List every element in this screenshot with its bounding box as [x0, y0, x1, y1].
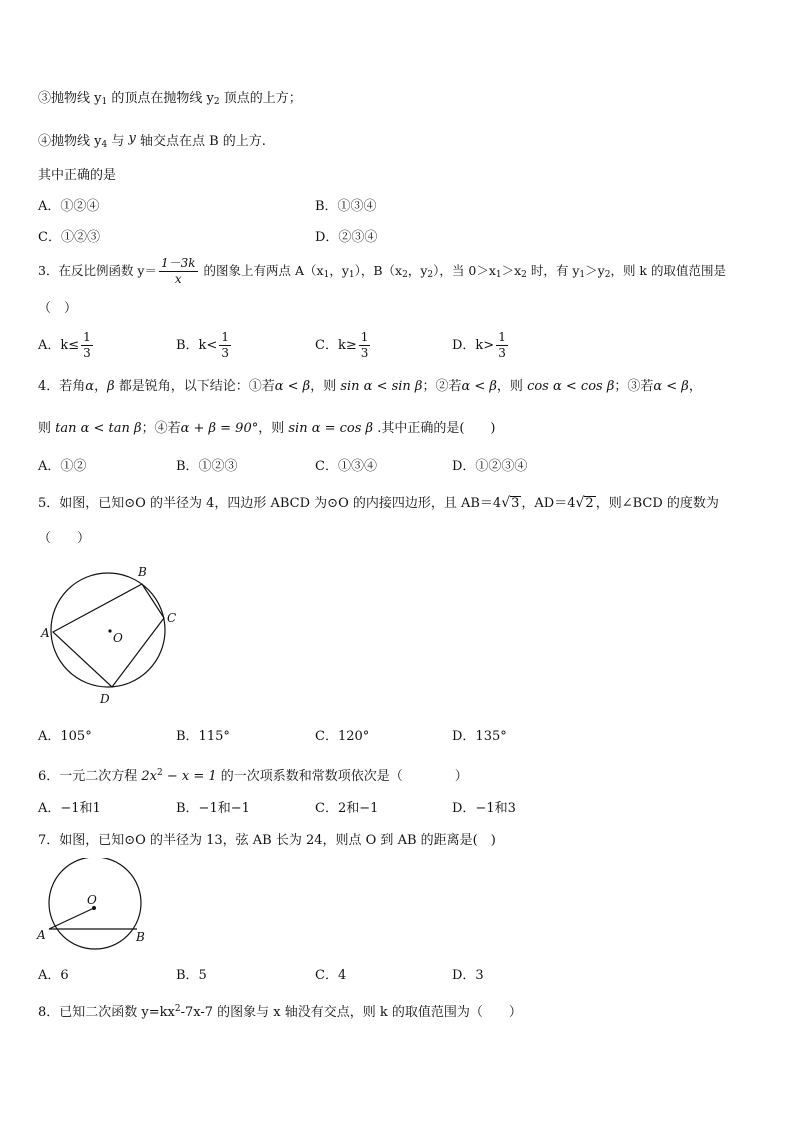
- point-label-b: B: [136, 930, 145, 944]
- q3-option-a[interactable]: A．k≤ $\frac{1}{3}$: [38, 330, 91, 360]
- point-label-b: B: [138, 565, 147, 579]
- statement-4: ④抛物线 $y_4$ 与 y 轴交点在点 B 的上方.: [38, 131, 266, 150]
- question-8: 8．已知二次函数 $y=kx^2-7x-7$ 的图象与 x 轴没有交点，则 k 的取值范围为（ ）: [38, 1004, 522, 1020]
- q4-option-c[interactable]: C．①③④: [315, 459, 377, 474]
- q5-option-d[interactable]: D．135°: [452, 729, 507, 744]
- q5-option-c[interactable]: C．120°: [315, 729, 370, 744]
- center-label-o: O: [87, 893, 97, 907]
- q6-option-d[interactable]: D．−1和3: [452, 801, 516, 816]
- q7-option-c[interactable]: C．4: [315, 968, 347, 983]
- q4-option-a[interactable]: A．①②: [38, 459, 87, 474]
- q6-option-c[interactable]: C．2和−1: [315, 801, 379, 816]
- point-label-d: D: [100, 692, 110, 706]
- point-label-c: C: [167, 611, 177, 625]
- q4-option-b[interactable]: B．①②③: [176, 459, 238, 474]
- circle-chord-figure: [34, 858, 164, 950]
- q6-option-b[interactable]: B．−1和−1: [176, 801, 250, 816]
- q3-option-c[interactable]: C．k≥ $\frac{1}{3}$: [315, 330, 369, 360]
- question-4: 4．若角α，β 都是锐角，以下结论：①若α < β，则 sin α < sin β；②若α < β，则 cos α < cos β；③若α < β，: [38, 379, 702, 394]
- point-label-a: A: [37, 928, 46, 942]
- question-6: 6．一元二次方程 $2x^2 - x = 1$ 的一次项系数和常数项依次是（ ）: [38, 768, 468, 784]
- question-3-paren: （ ）: [38, 301, 78, 316]
- q5-option-a[interactable]: A．105°: [38, 729, 92, 744]
- q2-option-d[interactable]: D．②③④: [315, 230, 378, 245]
- q3-option-d[interactable]: D．k> $\frac{1}{3}$: [452, 330, 506, 360]
- question-5: 5．如图，已知⊙O 的半径为 4，四边形 ABCD 为⊙O 的内接四边形，且 AB＝4√3 ，AD＝4√2 ，则∠BCD 的度数为: [38, 495, 719, 511]
- q7-option-b[interactable]: B．5: [176, 968, 207, 983]
- correct-prompt: 其中正确的是: [38, 168, 117, 183]
- question-7: 7．如图，已知⊙O 的半径为 13，弦 AB 长为 24，则点 O 到 AB 的距离是( ): [38, 833, 496, 848]
- statement-3: ③抛物线 $y_1$ 的顶点在抛物线 $y_2$ 顶点的上方；: [38, 91, 302, 107]
- q3-option-b[interactable]: B．k< $\frac{1}{3}$: [176, 330, 229, 360]
- fraction: $\frac{1-3k}{x}$: [161, 256, 196, 286]
- q2-option-c[interactable]: C．①②③: [38, 230, 100, 245]
- center-label-o: O: [113, 631, 123, 645]
- q2-option-b[interactable]: B．①③④: [315, 199, 377, 214]
- point-label-a: A: [41, 626, 50, 640]
- circle-quadrilateral-figure: [38, 560, 188, 710]
- q5-option-b[interactable]: B．115°: [176, 729, 230, 744]
- question-5-paren: （ ）: [38, 531, 91, 546]
- q4-option-d[interactable]: D．①②③④: [452, 459, 528, 474]
- question-4-cont: 则 tan α < tan β；④若α + β = 90°，则 sin α = cos β .其中正确的是( ): [38, 421, 496, 436]
- q6-option-a[interactable]: A．−1和1: [38, 801, 101, 816]
- q7-option-a[interactable]: A．6: [38, 968, 69, 983]
- q2-option-a[interactable]: A．①②④: [38, 199, 100, 214]
- q7-option-d[interactable]: D．3: [452, 968, 484, 983]
- question-3: 3．在反比例函数 y＝ $\frac{1-3k}{x}$ 的图象上有两点 $A(x_1$，$y_1$），$B(x_2$，$y_2$），当 $0>x_1>x_2$ 时，有 $y_1>y_2$，则 k 的取值范围是: [38, 256, 726, 286]
